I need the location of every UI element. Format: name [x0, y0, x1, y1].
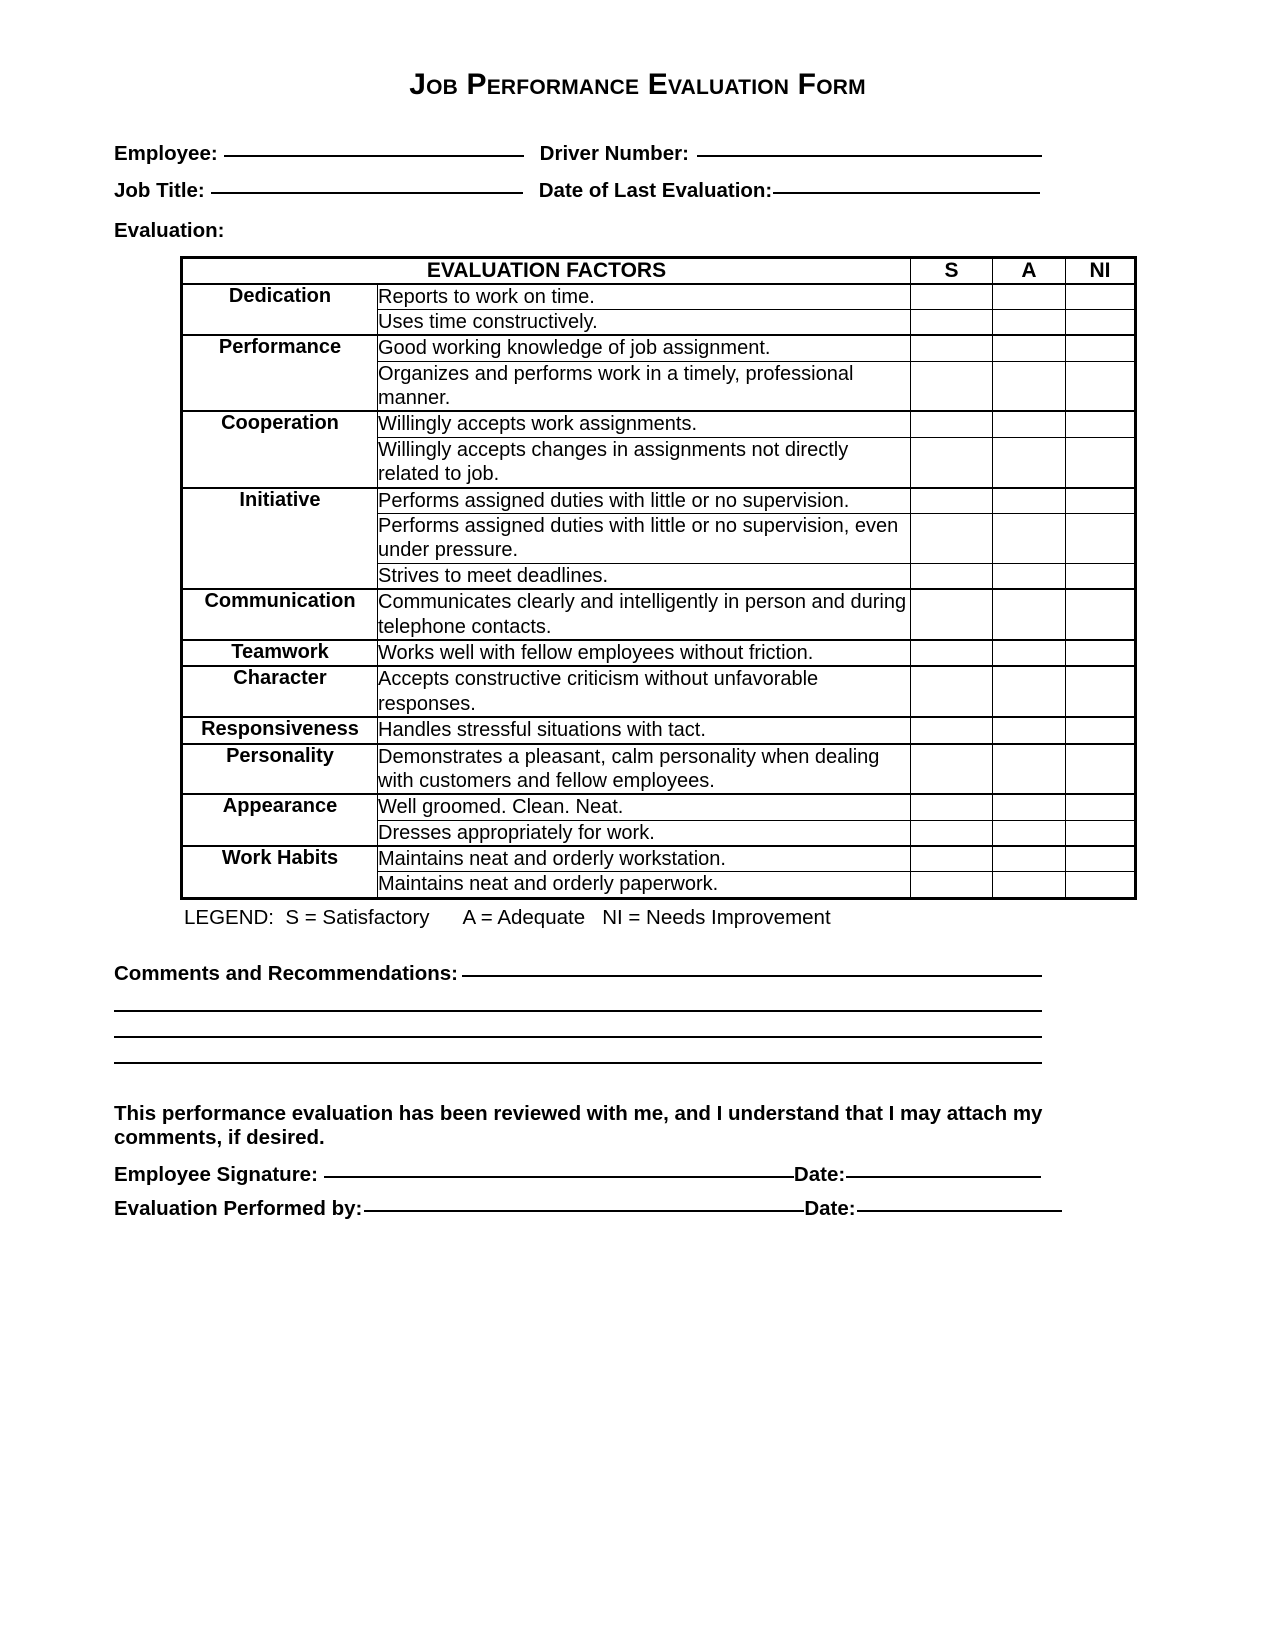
- rating-cell-s[interactable]: [911, 872, 993, 898]
- comments-input-line-4[interactable]: [114, 1062, 1042, 1064]
- rating-cell-s[interactable]: [911, 488, 993, 514]
- employee-input[interactable]: [224, 155, 524, 157]
- rating-cell-ni[interactable]: [1066, 563, 1136, 589]
- employee-row: [114, 144, 1161, 165]
- factor-label: Dedication: [182, 284, 378, 336]
- employee-signature-label: Employee Signature:: [114, 1163, 318, 1187]
- table-row: [182, 717, 1136, 743]
- rating-cell-ni[interactable]: [1066, 589, 1136, 640]
- rating-cell-ni[interactable]: [1066, 514, 1136, 564]
- factor-description: Dresses appropriately for work.: [378, 820, 911, 846]
- factor-label: Performance: [182, 335, 378, 411]
- factor-label: Communication: [182, 589, 378, 640]
- factor-description: Maintains neat and orderly paperwork.: [378, 872, 911, 898]
- rating-cell-ni[interactable]: [1066, 411, 1136, 437]
- rating-cell-s[interactable]: [911, 846, 993, 872]
- factor-description: Willingly accepts work assignments.: [378, 411, 911, 437]
- factor-label: Responsiveness: [182, 717, 378, 743]
- factor-description: Reports to work on time.: [378, 284, 911, 310]
- factor-label: Character: [182, 666, 378, 717]
- rating-cell-a[interactable]: [993, 640, 1066, 666]
- driver-number-label: Driver Number:: [539, 142, 689, 165]
- performed-by-date-label: Date:: [804, 1197, 856, 1221]
- performed-by-label: Evaluation Performed by:: [114, 1197, 363, 1221]
- table-row: [182, 744, 1136, 795]
- rating-cell-a[interactable]: [993, 411, 1066, 437]
- rating-cell-ni[interactable]: [1066, 335, 1136, 361]
- rating-cell-a[interactable]: [993, 589, 1066, 640]
- header-evaluation-factors: EVALUATION FACTORS: [182, 257, 911, 284]
- table-row: [182, 846, 1136, 872]
- rating-cell-s[interactable]: [911, 744, 993, 795]
- job-title-label: Job Title:: [114, 178, 205, 202]
- employee-date-input[interactable]: [846, 1176, 1041, 1178]
- factor-description: Uses time constructively.: [378, 309, 911, 335]
- factor-label: Work Habits: [182, 846, 378, 898]
- employee-signature-row: [114, 1163, 1161, 1187]
- rating-cell-s[interactable]: [911, 309, 993, 335]
- rating-cell-ni[interactable]: [1066, 717, 1136, 743]
- rating-cell-s[interactable]: [911, 437, 993, 487]
- rating-cell-ni[interactable]: [1066, 284, 1136, 310]
- header-fields: [114, 144, 1161, 242]
- factor-description: Performs assigned duties with little or no supervision, even under pressure.: [378, 514, 911, 564]
- rating-cell-a[interactable]: [993, 820, 1066, 846]
- rating-cell-a[interactable]: [993, 335, 1066, 361]
- table-row: [182, 794, 1136, 820]
- rating-cell-a[interactable]: [993, 437, 1066, 487]
- comments-input-line-2[interactable]: [114, 1010, 1042, 1012]
- table-row: [182, 666, 1136, 717]
- rating-cell-a[interactable]: [993, 846, 1066, 872]
- rating-cell-s[interactable]: [911, 361, 993, 411]
- rating-cell-ni[interactable]: [1066, 820, 1136, 846]
- evaluator-signature-row: [114, 1197, 1161, 1221]
- rating-cell-s[interactable]: [911, 563, 993, 589]
- table-body: [182, 284, 1136, 899]
- employee-label: Employee:: [114, 142, 218, 165]
- date-of-last-evaluation-label: Date of Last Evaluation:: [538, 178, 773, 202]
- factor-label: Personality: [182, 744, 378, 795]
- comments-input-line-3[interactable]: [114, 1036, 1042, 1038]
- rating-cell-a[interactable]: [993, 717, 1066, 743]
- factor-description: Good working knowledge of job assignment.: [378, 335, 911, 361]
- rating-cell-a[interactable]: [993, 744, 1066, 795]
- factor-description: Works well with fellow employees without friction.: [378, 640, 911, 666]
- rating-cell-a[interactable]: [993, 563, 1066, 589]
- rating-cell-s[interactable]: [911, 666, 993, 717]
- evaluation-table-wrapper: [180, 256, 1161, 900]
- comments-header-row: [114, 962, 1161, 986]
- rating-cell-ni[interactable]: [1066, 666, 1136, 717]
- table-row: [182, 589, 1136, 640]
- factor-label: Appearance: [182, 794, 378, 846]
- rating-cell-a[interactable]: [993, 514, 1066, 564]
- date-of-last-evaluation-input[interactable]: [773, 192, 1040, 194]
- rating-cell-s[interactable]: [911, 589, 993, 640]
- rating-cell-a[interactable]: [993, 872, 1066, 898]
- legend: LEGEND: S = Satisfactory A = Adequate NI = Needs Improvement: [184, 905, 831, 929]
- rating-cell-ni[interactable]: [1066, 488, 1136, 514]
- rating-cell-s[interactable]: [911, 284, 993, 310]
- factor-label: Initiative: [182, 488, 378, 590]
- factor-description: Handles stressful situations with tact.: [378, 717, 911, 743]
- factor-label: Teamwork: [182, 640, 378, 666]
- evaluation-label: Evaluation:: [114, 219, 225, 242]
- table-row: [182, 488, 1136, 514]
- table-row: [182, 640, 1136, 666]
- factor-description: Communicates clearly and intelligently in person and during telephone contacts.: [378, 589, 911, 640]
- acknowledgement-text: This performance evaluation has been reviewed with me, and I understand that I may attach my comments, if desired.: [114, 1101, 1043, 1150]
- factor-description: Strives to meet deadlines.: [378, 563, 911, 589]
- job-title-input[interactable]: [211, 192, 523, 194]
- rating-cell-a[interactable]: [993, 794, 1066, 820]
- rating-cell-s[interactable]: [911, 717, 993, 743]
- factor-description: Willingly accepts changes in assignments not directly related to job.: [378, 437, 911, 487]
- rating-cell-ni[interactable]: [1066, 744, 1136, 795]
- factor-description: Maintains neat and orderly workstation.: [378, 846, 911, 872]
- rating-cell-s[interactable]: [911, 794, 993, 820]
- header-s: S: [911, 257, 993, 284]
- signature-section: [114, 1163, 1161, 1221]
- rating-cell-ni[interactable]: [1066, 437, 1136, 487]
- rating-cell-ni[interactable]: [1066, 640, 1136, 666]
- employee-date-label: Date:: [793, 1163, 846, 1187]
- header-ni: NI: [1066, 257, 1136, 284]
- comments-section: [114, 962, 1161, 1064]
- evaluation-table: [180, 256, 1137, 900]
- rating-cell-ni[interactable]: [1066, 872, 1136, 898]
- comments-input-line-1[interactable]: [462, 975, 1042, 977]
- rating-cell-ni[interactable]: [1066, 846, 1136, 872]
- table-row: [182, 411, 1136, 437]
- factor-description: Well groomed. Clean. Neat.: [378, 794, 911, 820]
- rating-cell-ni[interactable]: [1066, 361, 1136, 411]
- factor-description: Organizes and performs work in a timely, professional manner.: [378, 361, 911, 411]
- driver-number-input[interactable]: [697, 155, 1042, 157]
- rating-cell-a[interactable]: [993, 309, 1066, 335]
- performed-by-date-input[interactable]: [857, 1210, 1062, 1212]
- factor-description: Accepts constructive criticism without unfavorable responses.: [378, 666, 911, 717]
- factor-label: Cooperation: [182, 411, 378, 487]
- rating-cell-ni[interactable]: [1066, 309, 1136, 335]
- table-header-row: [182, 257, 1136, 284]
- rating-cell-s[interactable]: [911, 335, 993, 361]
- rating-cell-a[interactable]: [993, 666, 1066, 717]
- rating-cell-a[interactable]: [993, 361, 1066, 411]
- table-head: [182, 257, 1136, 284]
- rating-cell-a[interactable]: [993, 488, 1066, 514]
- header-a: A: [993, 257, 1066, 284]
- table-row: [182, 335, 1136, 361]
- rating-cell-s[interactable]: [911, 514, 993, 564]
- rating-cell-s[interactable]: [911, 411, 993, 437]
- performed-by-input[interactable]: [364, 1210, 804, 1212]
- rating-cell-a[interactable]: [993, 284, 1066, 310]
- employee-signature-input[interactable]: [324, 1176, 794, 1178]
- factor-description: Performs assigned duties with little or no supervision.: [378, 488, 911, 514]
- factor-description: Demonstrates a pleasant, calm personality when dealing with customers and fellow employees.: [378, 744, 911, 795]
- table-row: [182, 284, 1136, 310]
- comments-label: Comments and Recommendations:: [114, 961, 458, 985]
- job-title-row: [114, 178, 1161, 202]
- rating-cell-s[interactable]: [911, 820, 993, 846]
- rating-cell-s[interactable]: [911, 640, 993, 666]
- page-title: Job Performance Evaluation Form: [409, 68, 866, 101]
- rating-cell-ni[interactable]: [1066, 794, 1136, 820]
